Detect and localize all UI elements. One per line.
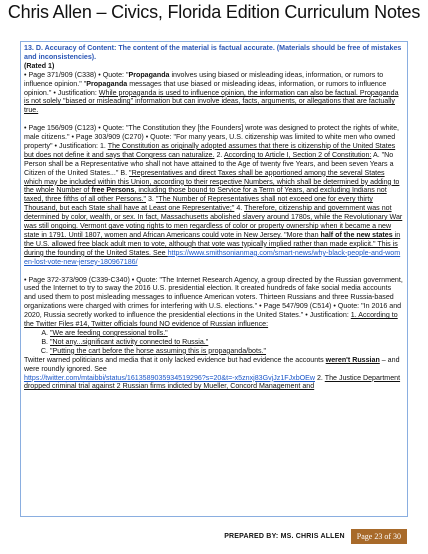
text: 2. [214,150,224,159]
page-title: Chris Allen – Civics, Florida Edition Curriculum Notes [7,2,421,22]
list-item: C. "Putting the cart before the horse assuming this is propaganda/bots." [50,347,404,356]
text: A. "No Person shall be a Representative who shall not have attained to the Age of twenty five Years, and been seven Years a Citizen of the United States..." B. [24,150,394,177]
text: • Page 372-373/909 (C339-C340) • Quote: "The Internet Research Agency, a group directed by the Russian government, used the Internet to try to sway the 2016 U.S. presidential election. It created hundreds of fake social media accounts and used them to post misleading messages to influence American voters. Thirteen Russians and three Russia-based organizations were charged with crimes for interfering with U.S. elections." • Page 547/909 (C514) • Quote: "In 2016 and 2020, Russia secretly worked to influence the presidential elections in the United States." • Justification: [24,275,403,320]
twitter-link[interactable]: https://twitter.com/mtaibbi/status/1613589035934519296?s=20&t=-x5znxj83GvjJz1FJxbOEw [24,373,316,382]
text-bold: weren't Russian [325,355,380,364]
text: "Representatives and direct Taxes shall be apportioned among the several States which may be included within this Union, according to their respective Numbers, which shall be determined by adding to the whole Number of [24,168,400,195]
text: involves using biased or misleading ideas, information, or rumors to influence opinion." " [24,70,384,88]
smithsonian-link[interactable]: https://www.smithsonianmag.com/smart-news/why-black-people-and-women-lost-vote-new-jersey-180967186/ [24,248,401,266]
page-number-badge: Page 23 of 30 [351,529,407,544]
notes-box [20,41,408,517]
text: • Page 156/909 (C123) • Quote: "The Constitution they [the Founders] wrote was designed to protect the rights of white, male citizens." • Page 303/909 (C270) • Quote: "For many years, U.S. citizenship was limited to white men who owned property" • Justification: 1. [24,124,399,150]
text: messages that use biased or misleading ideas, information, or rumors to influence opinion." • Justification: [24,79,387,97]
list-item: B. "Not any...significant activity connected to Russia." [50,338,404,347]
text: 2. [315,373,325,382]
rating-label: (Rated 1) [24,61,55,70]
note-constitution [24,124,404,267]
page-footer [224,529,407,544]
text: 3. [146,195,156,204]
text: in the U.S. allowed free black adult men to vote, although that vote was typically implied rather than made explicit." This is during the founding of the United States. See [24,231,401,257]
note-propaganda [24,71,404,116]
list-item: A. "We are feeding congressional trolls." [50,329,404,338]
text-bold: Propaganda [86,79,128,88]
text: • Page 371/909 (C338) • Quote: " [24,70,129,79]
text-underlined: "The Number of Representatives shall not exceed one for every thirty Thousand, but each State shall have at Least one Representative;" [24,195,373,213]
text: , including those bound to Service for a Term of Years, and excluding Indians not taxed, three fifths of all other Persons." [24,186,387,204]
text: 4. [234,204,245,213]
text: Twitter warned politicians and media that it only lacked evidence but had evidence the accounts [24,355,326,364]
text: – and were roundly ignored. See [24,355,400,373]
text-underlined: 1. According to the Twitter Files #14, Twitter officials found NO evidence of Russian influence: [24,311,398,329]
text-underlined: According to Article I, Section 2 of Constitution: [223,150,372,159]
criterion-heading: 13. D. Accuracy of Content: The content of the material is factual accurate. (Materials should be free of mistakes and inconsistencies). [24,44,402,61]
notes-content [21,42,407,393]
justification-text: While propaganda is used to influence opinion, the information can also be factual. Propaganda is not solely "biased or misleading" information but can involve ideas, facts, arguments, or allegations that are factually true. [24,88,399,115]
note-russia-cont [24,356,404,392]
twitter-quotes-list [24,329,404,356]
text-underlined: The Justice Department dropped criminal trial against 2 Russian firms indicted by Mueller, Concord Management and [24,373,401,391]
text-bold: free Persons [91,186,135,195]
text: Therefore, citizenship and government was not determined by color, wealth, or sex. In fact, Massachusetts abolished slavery around 1780s, while the Revolutionary War was still ongoing. Vermont gave voting rights to men regardless of color or property ownership when it became a new state in 1791. Until 1807, women and African Americans could vote in New Jersey. "More than [24,204,403,240]
note-russia [24,276,404,329]
text-bold: Propaganda [128,70,170,79]
prepared-by: PREPARED BY: MS. CHRIS ALLEN [224,533,345,540]
text-underlined: The Constitution as originally adopted assumes that there is citizenship of the United States but does not define it and says that Congress can naturalize. [24,141,396,159]
text-bold: half of the new states [320,231,393,240]
